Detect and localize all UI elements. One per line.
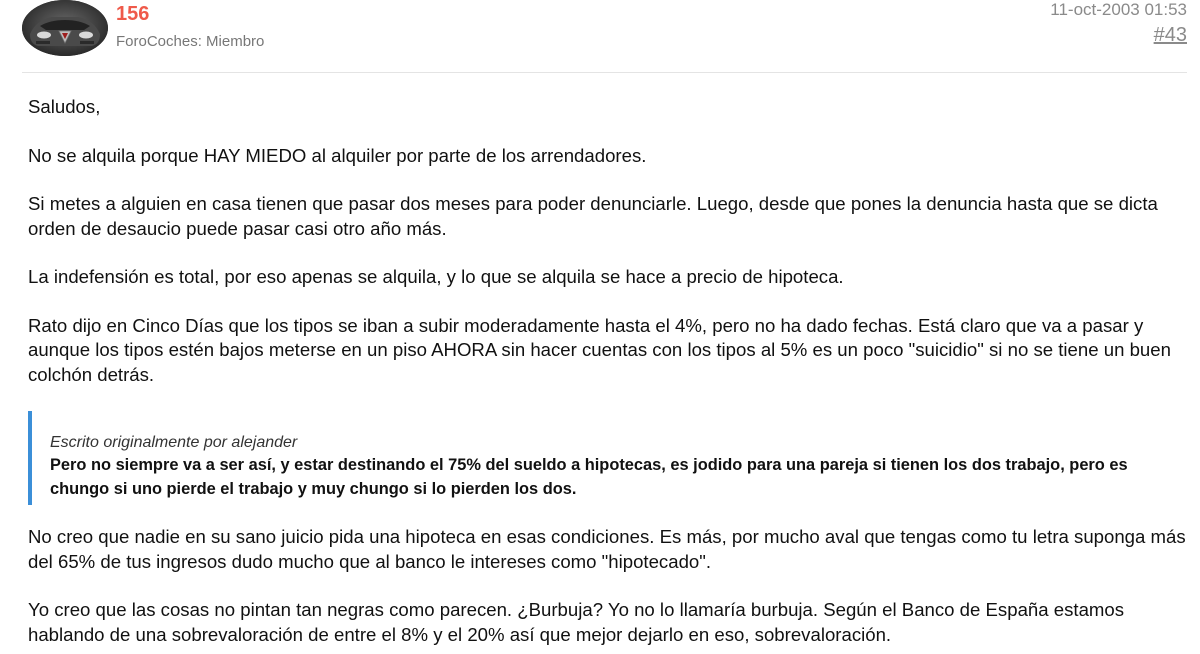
paragraph: Yo creo que las cosas no pintan tan negras como parecen. ¿Burbuja? Yo no lo llamaría burbuja. Según el Banco de España estamos hablando de una sobrevaloración de entre el 8% y el 20% así que mejor dejarlo en eso, sobrevaloración. (28, 599, 1125, 645)
header-divider (22, 72, 1187, 73)
paragraph: Saludos, (28, 96, 101, 117)
quote-block (28, 411, 1188, 505)
car-avatar-icon (22, 0, 108, 56)
user-avatar[interactable] (22, 0, 108, 56)
username[interactable]: 156 (116, 3, 150, 25)
paragraph: No se alquila porque HAY MIEDO al alquiler por parte de los arrendadores. (28, 144, 647, 166)
post-body (28, 95, 1188, 654)
paragraph: Si metes a alguien en casa tienen que pasar dos meses para poder denunciarle. Luego, desde que pones la denuncia hasta que se dicta orden de desaucio puede pasar casi otro año más. (28, 193, 1158, 239)
paragraph: Rato dijo en Cinco Días que los tipos se iban a subir moderadamente hasta el 4%, pero no ha dado fechas. Está claro que va a pasar y aunque los tipos estén bajos meterse en un piso AHORA sin hacer cuentas con los tipos al 5% es un poco "suicidio" si no se tiene un buen colchón detrás. (28, 314, 1171, 385)
quote-text: Pero no siempre va a ser así, y estar destinando el 75% del sueldo a hipotecas, es jodido para una pareja si tienen los dos trabajo, pero es chungo si uno pierde el trabajo y muy chungo si lo pierden los dos. (50, 456, 1128, 498)
paragraph: La indefensión es total, por eso apenas se alquila, y lo que se alquila se hace a precio de hipoteca. (28, 266, 844, 287)
post-header (0, 0, 1200, 72)
post-number-link[interactable]: #43 (1153, 24, 1187, 46)
quote-attribution: Escrito originalmente por alejander (50, 434, 298, 451)
post-date: 11-oct-2003 01:53 (1050, 0, 1187, 19)
paragraph: No creo que nadie en su sano juicio pida una hipoteca en esas condiciones. Es más, por mucho aval que tengas como tu letra suponga más del 65% de tus ingresos dudo mucho que al banco le intereses como "hipotecado". (28, 526, 1186, 572)
user-title: ForoCoches: Miembro (116, 33, 265, 50)
